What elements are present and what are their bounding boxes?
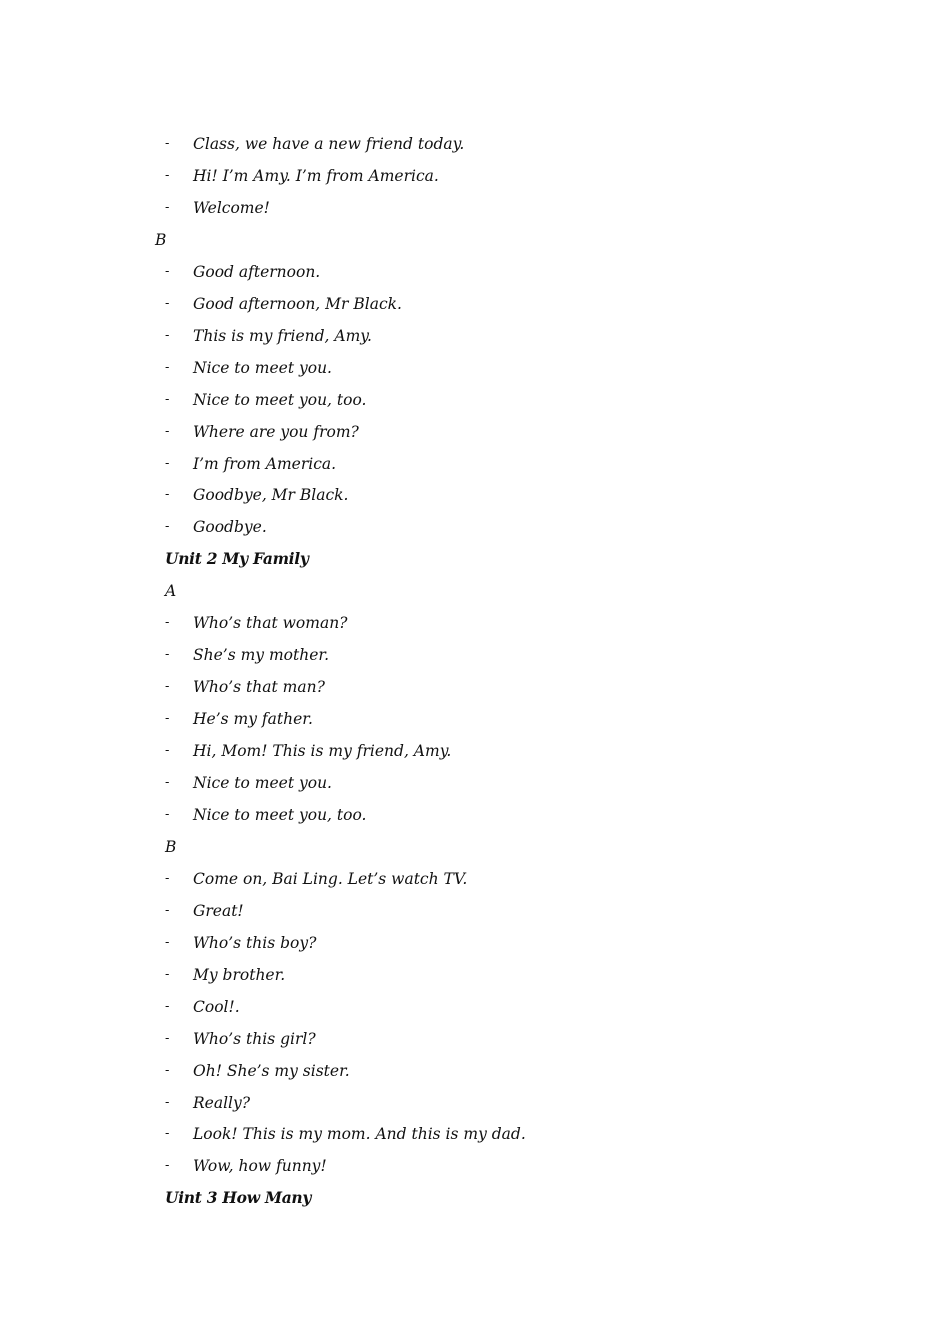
list-dash: - bbox=[165, 1158, 170, 1174]
unit1-b-line: This is my friend, Amy. bbox=[193, 326, 372, 345]
unit1-b-line: Where are you from? bbox=[193, 422, 359, 441]
unit2-b-line-row bbox=[0, 1118, 950, 1150]
unit-heading: Unit 2 My Family bbox=[165, 549, 309, 569]
unit2-b-line-row bbox=[0, 1055, 950, 1087]
unit2-b-line: Wow, how funny! bbox=[193, 1157, 327, 1176]
unit2-b-line-row bbox=[0, 927, 950, 959]
list-dash: - bbox=[165, 455, 170, 471]
list-dash: - bbox=[165, 1030, 170, 1046]
list-dash: - bbox=[165, 870, 170, 886]
section-label-b-row bbox=[0, 224, 950, 256]
unit1-a-line-row bbox=[0, 192, 950, 224]
unit1-a-line: Welcome! bbox=[193, 198, 270, 217]
unit2-b-line: My brother. bbox=[193, 965, 286, 984]
list-dash: - bbox=[165, 966, 170, 982]
unit2-b-line-row bbox=[0, 1023, 950, 1055]
unit-heading-row bbox=[0, 1182, 950, 1214]
unit2-a-line: Who’s that woman? bbox=[193, 614, 348, 633]
unit1-b-line-row bbox=[0, 479, 950, 511]
list-dash: - bbox=[165, 743, 170, 759]
list-dash: - bbox=[165, 391, 170, 407]
unit2-b-line-row bbox=[0, 959, 950, 991]
unit2-b-line: Great! bbox=[193, 901, 244, 920]
list-dash: - bbox=[165, 1126, 170, 1142]
section-label-a: A bbox=[165, 582, 177, 601]
unit2-b-line-row bbox=[0, 863, 950, 895]
unit2-b-line: Come on, Bai Ling. Let’s watch TV. bbox=[193, 869, 468, 888]
list-dash: - bbox=[165, 263, 170, 279]
unit2-a-line: Nice to meet you, too. bbox=[193, 805, 367, 824]
unit2-a-line-row bbox=[0, 703, 950, 735]
unit1-b-line-row bbox=[0, 384, 950, 416]
unit2-a-line-row bbox=[0, 671, 950, 703]
unit1-b-line: Nice to meet you, too. bbox=[193, 390, 367, 409]
unit-heading: Uint 3 How Many bbox=[165, 1188, 312, 1208]
list-dash: - bbox=[165, 775, 170, 790]
unit2-b-line: Oh! She’s my sister. bbox=[193, 1061, 350, 1080]
unit2-a-line-row bbox=[0, 607, 950, 639]
unit2-b-line-row bbox=[0, 1087, 950, 1119]
unit2-b-line: Cool!. bbox=[193, 997, 240, 1016]
list-dash: - bbox=[165, 902, 170, 918]
unit1-b-line: Good afternoon, Mr Black. bbox=[193, 294, 402, 313]
list-dash: - bbox=[165, 934, 170, 950]
unit2-a-line-row bbox=[0, 639, 950, 671]
list-dash: - bbox=[165, 615, 170, 631]
section-label-b: B bbox=[165, 837, 177, 856]
section-label-b-row bbox=[0, 831, 950, 863]
unit2-b-line: Really? bbox=[193, 1093, 251, 1112]
list-dash: - bbox=[165, 806, 170, 822]
unit2-b-line: Who’s this boy? bbox=[193, 933, 317, 952]
unit2-b-line-row bbox=[0, 1150, 950, 1182]
list-dash: - bbox=[165, 327, 170, 343]
unit1-b-line: Good afternoon. bbox=[193, 262, 321, 281]
unit2-a-line-row bbox=[0, 735, 950, 767]
unit1-a-line-row bbox=[0, 160, 950, 192]
unit2-a-line-row bbox=[0, 767, 950, 799]
unit1-b-line-row bbox=[0, 416, 950, 448]
unit2-a-line-row bbox=[0, 799, 950, 831]
unit1-b-line-row bbox=[0, 320, 950, 352]
unit2-a-line: He’s my father. bbox=[193, 710, 313, 729]
list-dash: - bbox=[165, 1062, 170, 1078]
unit1-b-line-row bbox=[0, 288, 950, 320]
unit1-b-line: I’m from America. bbox=[193, 454, 337, 473]
list-dash: - bbox=[165, 1094, 170, 1110]
list-dash: - bbox=[165, 711, 170, 727]
unit1-a-line: Class, we have a new friend today. bbox=[193, 135, 465, 153]
unit1-b-line: Goodbye. bbox=[193, 518, 267, 537]
unit2-b-line-row bbox=[0, 895, 950, 927]
unit1-b-line-row bbox=[0, 511, 950, 543]
unit2-a-line: Nice to meet you. bbox=[193, 774, 332, 792]
unit2-b-line-row bbox=[0, 991, 950, 1023]
unit1-a-line: Hi! I’m Amy. I’m from America. bbox=[193, 166, 439, 185]
list-dash: - bbox=[165, 167, 170, 183]
list-dash: - bbox=[165, 487, 170, 503]
list-dash: - bbox=[165, 359, 170, 375]
unit2-b-line: Who’s this girl? bbox=[193, 1029, 316, 1048]
list-dash: - bbox=[165, 647, 170, 663]
unit1-a-line-row bbox=[0, 128, 950, 160]
unit1-b-line-row bbox=[0, 352, 950, 384]
list-dash: - bbox=[165, 679, 170, 695]
list-dash: - bbox=[165, 998, 170, 1014]
unit1-b-line: Goodbye, Mr Black. bbox=[193, 486, 349, 505]
unit1-b-line-row bbox=[0, 448, 950, 480]
unit1-b-line-row bbox=[0, 256, 950, 288]
unit2-a-line: Hi, Mom! This is my friend, Amy. bbox=[193, 742, 452, 761]
unit2-a-line: She’s my mother. bbox=[193, 646, 330, 665]
unit2-b-line: Look! This is my mom. And this is my dad. bbox=[193, 1125, 526, 1144]
list-dash: - bbox=[165, 136, 170, 151]
section-label-b: B bbox=[155, 230, 167, 249]
list-dash: - bbox=[165, 199, 170, 215]
list-dash: - bbox=[165, 295, 170, 311]
section-label-a-row bbox=[0, 575, 950, 607]
unit-heading-row bbox=[0, 543, 950, 575]
unit2-a-line: Who’s that man? bbox=[193, 678, 325, 697]
unit1-b-line: Nice to meet you. bbox=[193, 358, 332, 377]
list-dash: - bbox=[165, 423, 170, 439]
list-dash: - bbox=[165, 519, 170, 535]
